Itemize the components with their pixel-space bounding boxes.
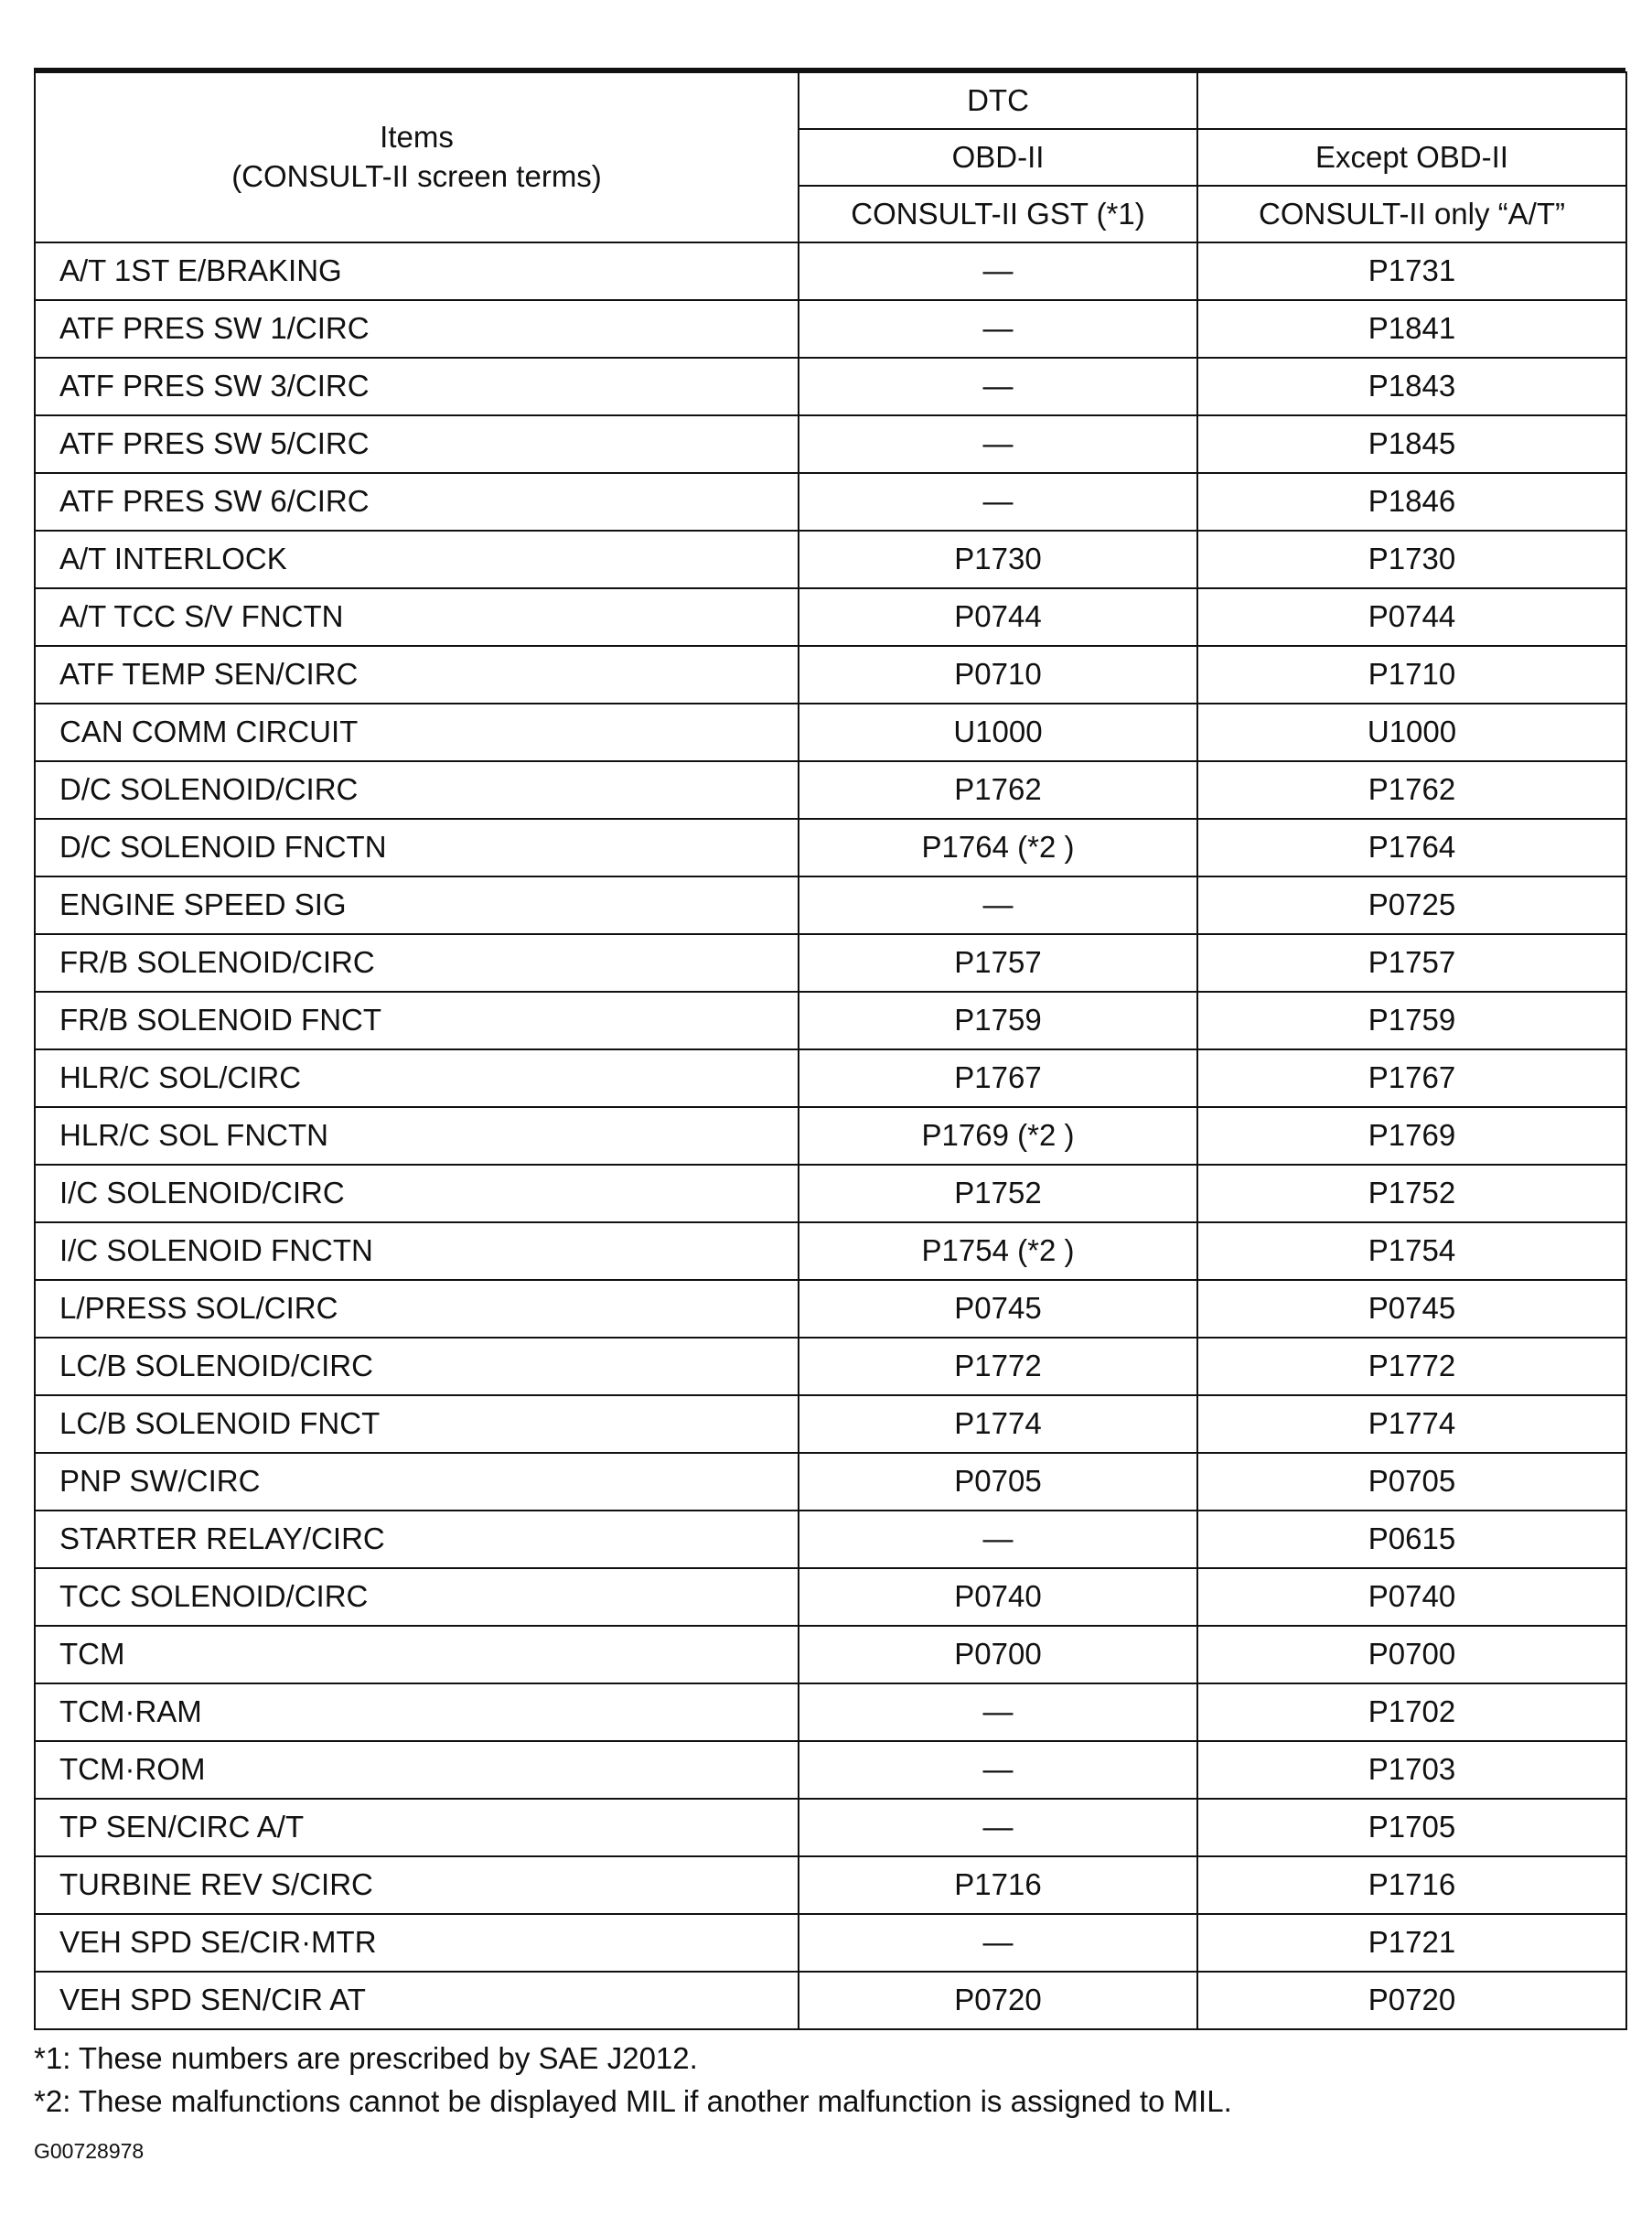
figure-id: G00728978: [34, 2139, 145, 2163]
table-row: [35, 646, 1626, 704]
obd-code-cell: [799, 1683, 1197, 1741]
obd-code-cell: [799, 1222, 1197, 1280]
table-row: [35, 1453, 1626, 1511]
malfunction-note: (*2 ): [1008, 1118, 1075, 1153]
item-cell: TCM·ROM: [35, 1741, 799, 1799]
table-row: [35, 415, 1626, 473]
item-cell: ATF PRES SW 6/CIRC: [35, 473, 799, 531]
item-cell: ENGINE SPEED SIG: [35, 876, 799, 934]
obd-code: P0720: [954, 1983, 1042, 2017]
obd-code: P1754: [921, 1233, 1009, 1268]
obd-code: —: [982, 1925, 1014, 1960]
except-obd-code-cell: P1772: [1197, 1338, 1626, 1395]
except-obd-code-cell: P1841: [1197, 300, 1626, 358]
table-row: [35, 1856, 1626, 1914]
table-row: [35, 1568, 1626, 1626]
table-header: [35, 72, 1626, 242]
except-obd-code-cell: P1752: [1197, 1165, 1626, 1222]
table-body: [35, 242, 1626, 2029]
item-cell: TCM: [35, 1626, 799, 1683]
table-row: [35, 358, 1626, 415]
item-cell: PNP SW/CIRC: [35, 1453, 799, 1511]
except-obd-code-cell: P1702: [1197, 1683, 1626, 1741]
obd-code: P1764: [921, 830, 1009, 865]
except-obd-code-cell: P0744: [1197, 588, 1626, 646]
except-obd-code-cell: P0725: [1197, 876, 1626, 934]
table-row: [35, 1511, 1626, 1568]
except-obd-code-cell: P1721: [1197, 1914, 1626, 1972]
item-cell: TCC SOLENOID/CIRC: [35, 1568, 799, 1626]
obd-code: P1774: [954, 1406, 1042, 1441]
obd-code-cell: [799, 1107, 1197, 1165]
obd-code: P0700: [954, 1637, 1042, 1672]
obd-code-cell: [799, 1165, 1197, 1222]
except-obd-code-cell: P1845: [1197, 415, 1626, 473]
table-row: [35, 1972, 1626, 2029]
except-obd-code-cell: P1759: [1197, 992, 1626, 1049]
except-obd-code-cell: P1716: [1197, 1856, 1626, 1914]
only-at-header: CONSULT-II only “A/T”: [1197, 186, 1626, 242]
table-row: [35, 531, 1626, 588]
item-cell: ATF TEMP SEN/CIRC: [35, 646, 799, 704]
obd-code: P0744: [954, 599, 1042, 634]
obd-code-cell: [799, 1914, 1197, 1972]
item-cell: LC/B SOLENOID FNCT: [35, 1395, 799, 1453]
table-row: [35, 242, 1626, 300]
except-obd-code-cell: U1000: [1197, 704, 1626, 761]
obd-code-cell: [799, 1856, 1197, 1914]
except-obd-code-cell: P1731: [1197, 242, 1626, 300]
table-row: [35, 1683, 1626, 1741]
footnote-1: *1: These numbers are prescribed by SAE J2012.: [34, 2041, 698, 2075]
table-row: [35, 300, 1626, 358]
table-row: [35, 819, 1626, 876]
item-cell: HLR/C SOL/CIRC: [35, 1049, 799, 1107]
table-row: [35, 704, 1626, 761]
obd-code-cell: [799, 992, 1197, 1049]
obd-code-cell: [799, 473, 1197, 531]
table-row: [35, 1799, 1626, 1856]
item-cell: A/T INTERLOCK: [35, 531, 799, 588]
obd-code: P0745: [954, 1291, 1042, 1326]
obd-code-cell: [799, 876, 1197, 934]
obd-code: —: [982, 311, 1014, 346]
item-cell: ATF PRES SW 3/CIRC: [35, 358, 799, 415]
item-cell: TCM·RAM: [35, 1683, 799, 1741]
obd-code: —: [982, 369, 1014, 403]
except-obd-code-cell: P1703: [1197, 1741, 1626, 1799]
obd-code: P1769: [921, 1118, 1009, 1153]
item-cell: CAN COMM CIRCUIT: [35, 704, 799, 761]
items-header-line1: Items: [380, 120, 454, 155]
obd-code: P0705: [954, 1464, 1042, 1499]
dtc-table: [34, 71, 1627, 2030]
table-row: [35, 1395, 1626, 1453]
table-row: [35, 761, 1626, 819]
except-obd-code-cell: P1762: [1197, 761, 1626, 819]
obd-code: P1716: [954, 1867, 1042, 1902]
obd-code: P1767: [954, 1060, 1042, 1095]
obd-code: —: [982, 1521, 1014, 1556]
except-obd-code-cell: P1730: [1197, 531, 1626, 588]
obd-code-cell: [799, 358, 1197, 415]
obd-code-cell: [799, 819, 1197, 876]
item-cell: ATF PRES SW 1/CIRC: [35, 300, 799, 358]
item-cell: TURBINE REV S/CIRC: [35, 1856, 799, 1914]
obd-code-cell: [799, 1626, 1197, 1683]
except-obd-header: Except OBD-II: [1197, 129, 1626, 186]
table-row: [35, 1914, 1626, 1972]
item-cell: HLR/C SOL FNCTN: [35, 1107, 799, 1165]
obd-code: —: [982, 887, 1014, 922]
gst-header: CONSULT-II GST (*1): [799, 186, 1197, 242]
table-row: [35, 934, 1626, 992]
except-obd-code-cell: P1764: [1197, 819, 1626, 876]
obd-code: P1762: [954, 772, 1042, 807]
item-cell: L/PRESS SOL/CIRC: [35, 1280, 799, 1338]
obd-code-cell: [799, 1741, 1197, 1799]
table-row: [35, 1222, 1626, 1280]
except-obd-code-cell: P0700: [1197, 1626, 1626, 1683]
obd-code-cell: [799, 415, 1197, 473]
dtc-header: DTC: [799, 72, 1197, 129]
except-obd-code-cell: P0745: [1197, 1280, 1626, 1338]
obd-code: P0710: [954, 657, 1042, 692]
except-obd-code-cell: P1843: [1197, 358, 1626, 415]
table-row: [35, 1338, 1626, 1395]
malfunction-note: (*2 ): [1008, 830, 1075, 865]
obd-code-cell: [799, 1568, 1197, 1626]
item-cell: I/C SOLENOID FNCTN: [35, 1222, 799, 1280]
obd-code: P1772: [954, 1349, 1042, 1383]
obd-code-cell: [799, 1395, 1197, 1453]
obd-code: —: [982, 253, 1014, 288]
obd-code-cell: [799, 1280, 1197, 1338]
table-row: [35, 588, 1626, 646]
item-cell: A/T 1ST E/BRAKING: [35, 242, 799, 300]
except-obd-code-cell: P1757: [1197, 934, 1626, 992]
obd-code-cell: [799, 531, 1197, 588]
obd-code-cell: [799, 300, 1197, 358]
obd-code-cell: [799, 646, 1197, 704]
except-obd-code-cell: P0740: [1197, 1568, 1626, 1626]
table-row: [35, 992, 1626, 1049]
table-row: [35, 1741, 1626, 1799]
except-obd-code-cell: P1705: [1197, 1799, 1626, 1856]
table-row: [35, 1107, 1626, 1165]
except-obd-code-cell: P0615: [1197, 1511, 1626, 1568]
obd-code: —: [982, 1694, 1014, 1729]
obd-code-cell: [799, 588, 1197, 646]
items-column-header: [35, 72, 799, 242]
item-cell: D/C SOLENOID FNCTN: [35, 819, 799, 876]
obd-code: —: [982, 1752, 1014, 1787]
except-obd-code-cell: P1846: [1197, 473, 1626, 531]
table-row: [35, 473, 1626, 531]
item-cell: D/C SOLENOID/CIRC: [35, 761, 799, 819]
blank-header-cell: [1197, 72, 1626, 129]
except-obd-code-cell: P1769: [1197, 1107, 1626, 1165]
obd-code: P1759: [954, 1003, 1042, 1038]
item-cell: TP SEN/CIRC A/T: [35, 1799, 799, 1856]
obd-code-cell: [799, 1049, 1197, 1107]
obd-code-cell: [799, 761, 1197, 819]
obd-code: U1000: [953, 715, 1043, 749]
items-header-line2: (CONSULT-II screen terms): [231, 159, 602, 193]
obd-code-cell: [799, 704, 1197, 761]
obd-code: —: [982, 484, 1014, 519]
item-cell: ATF PRES SW 5/CIRC: [35, 415, 799, 473]
item-cell: A/T TCC S/V FNCTN: [35, 588, 799, 646]
item-cell: VEH SPD SE/CIR·MTR: [35, 1914, 799, 1972]
item-cell: LC/B SOLENOID/CIRC: [35, 1338, 799, 1395]
obd-code: P1757: [954, 945, 1042, 980]
obd-code-cell: [799, 1972, 1197, 2029]
except-obd-code-cell: P1774: [1197, 1395, 1626, 1453]
obd-code-cell: [799, 1453, 1197, 1511]
obd-code: P0740: [954, 1579, 1042, 1614]
item-cell: I/C SOLENOID/CIRC: [35, 1165, 799, 1222]
item-cell: FR/B SOLENOID FNCT: [35, 992, 799, 1049]
footnote-2: *2: These malfunctions cannot be displayed MIL if another malfunction is assigned to MIL.: [34, 2084, 1232, 2118]
obd-code: P1752: [954, 1176, 1042, 1210]
table-row: [35, 1049, 1626, 1107]
obd-code: P1730: [954, 542, 1042, 576]
malfunction-note: (*2 ): [1008, 1233, 1075, 1268]
obd-header: OBD-II: [799, 129, 1197, 186]
except-obd-code-cell: P1767: [1197, 1049, 1626, 1107]
except-obd-code-cell: P1710: [1197, 646, 1626, 704]
item-cell: VEH SPD SEN/CIR AT: [35, 1972, 799, 2029]
obd-code-cell: [799, 1338, 1197, 1395]
item-cell: FR/B SOLENOID/CIRC: [35, 934, 799, 992]
obd-code-cell: [799, 1511, 1197, 1568]
obd-code-cell: [799, 242, 1197, 300]
obd-code-cell: [799, 934, 1197, 992]
obd-code: —: [982, 426, 1014, 461]
table-row: [35, 1626, 1626, 1683]
except-obd-code-cell: P1754: [1197, 1222, 1626, 1280]
item-cell: STARTER RELAY/CIRC: [35, 1511, 799, 1568]
obd-code: —: [982, 1810, 1014, 1844]
table-row: [35, 876, 1626, 934]
except-obd-code-cell: P0705: [1197, 1453, 1626, 1511]
except-obd-code-cell: P0720: [1197, 1972, 1626, 2029]
obd-code-cell: [799, 1799, 1197, 1856]
table-row: [35, 1165, 1626, 1222]
table-row: [35, 1280, 1626, 1338]
